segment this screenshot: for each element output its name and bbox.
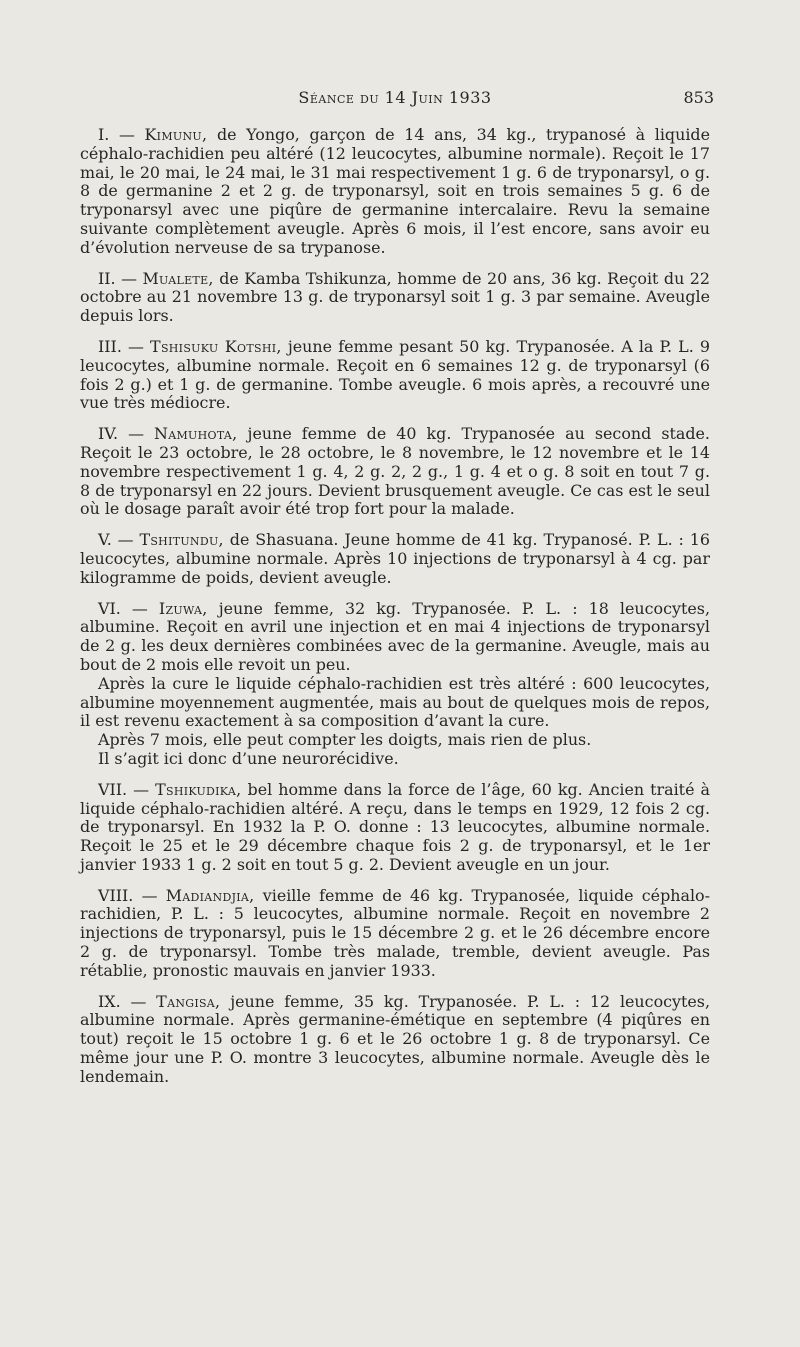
case-dash: — bbox=[120, 598, 159, 618]
case-paragraph bbox=[80, 600, 710, 675]
case-number: II. bbox=[98, 268, 116, 288]
case-3 bbox=[80, 338, 710, 413]
case-dash: — bbox=[121, 336, 151, 356]
case-text: jeune femme de 40 kg. Trypanosée au second stade. Reçoit le 23 octobre, le 28 octobre, le 8 novembre, le 12 novembre et le 14 novembre respectivement 1 g. 4, 2 g. 2, 2 g., 1 g. 4 et o g. 8 soit en tout 7 g. 8 de tryponarsyl en 22 jours. Devient brusquement aveugle. Ce cas est le seul où le dosage paraît avoir été trop fort pour la malade. bbox=[80, 424, 710, 519]
case-dash: — bbox=[115, 268, 143, 288]
case-dash: — bbox=[109, 125, 145, 144]
patient-name: Izuwa, bbox=[158, 598, 208, 618]
case-number: VII. bbox=[98, 779, 128, 799]
page-number: 853 bbox=[683, 88, 714, 107]
patient-name: Kimunu, bbox=[144, 125, 208, 144]
patient-name: Tangisa, bbox=[156, 991, 221, 1011]
case-dash: — bbox=[118, 424, 155, 444]
case-text: de Kamba Tshikunza, homme de 20 ans, 36 kg. Reçoit du 22 octobre au 21 novembre 13 g. de tryponarsyl soit 1 g. 3 par semaine. Aveugle depuis lors. bbox=[80, 268, 711, 326]
document-page bbox=[80, 82, 714, 1099]
patient-name: Tshikudika, bbox=[155, 779, 242, 799]
case-number: IV. bbox=[98, 424, 119, 444]
case-number: VIII. bbox=[98, 885, 134, 905]
case-paragraph bbox=[80, 425, 710, 519]
case-number: VI. bbox=[98, 598, 121, 618]
running-header bbox=[80, 82, 714, 116]
case-8 bbox=[80, 887, 710, 981]
case-text: jeune femme, 32 kg. Trypanosée. P. L. : 18 leucocytes, albumine. Reçoit en avril une injection et en mai 4 injections de tryponarsyl de 2 g. les deux dernières combinées avec de la germanine. Aveugle, mais au bout de 2 mois elle revoit un peu. bbox=[80, 598, 710, 674]
case-paragraph bbox=[80, 887, 710, 981]
patient-name: Tshitundu, bbox=[139, 530, 224, 550]
case-dash: — bbox=[127, 779, 156, 799]
case-followup-paragraph: Après 7 mois, elle peut compter les doigts, mais rien de plus. bbox=[98, 730, 592, 750]
case-text: vieille femme de 46 kg. Trypanosée, liquide céphalo-rachidien, P. L. : 5 leucocytes, albumine normale. Reçoit en novembre 2 injections de tryponarsyl, puis le 15 décembre 2 g. et le 26 décembre encore 2 g. de tryponarsyl. Tombe très malade, tremble, devient aveugle. Pas rétablie, pronostic mauvais en janvier 1933. bbox=[80, 885, 710, 980]
case-1 bbox=[80, 126, 710, 258]
case-4 bbox=[80, 425, 710, 519]
case-dash: — bbox=[111, 530, 140, 550]
case-text: de Shasuana. Jeune homme de 41 kg. Trypanosé. P. L. : 16 leucocytes, albumine normale. Après 10 injections de tryponarsyl à 4 cg. par kilogramme de poids, devient aveugle. bbox=[80, 530, 710, 587]
case-number: III. bbox=[98, 336, 122, 356]
patient-name: Tshisuku Kotshi, bbox=[150, 336, 282, 356]
case-paragraph bbox=[80, 338, 710, 413]
case-number: IX. bbox=[98, 991, 121, 1011]
case-paragraph bbox=[80, 126, 710, 258]
case-paragraph bbox=[80, 993, 710, 1087]
case-followup-paragraph: Après la cure le liquide céphalo-rachidien est très altéré : 600 leucocytes, albumine moyennement augmentée, mais au bout de quelques mois de repos, il est revenu exactement à sa composition d’avant la cure. bbox=[80, 673, 710, 731]
case-dash: — bbox=[133, 885, 166, 905]
case-2 bbox=[80, 270, 710, 326]
patient-name: Mualete, bbox=[142, 268, 214, 288]
header-title: Séance du 14 Juin 1933 bbox=[298, 88, 492, 107]
case-9 bbox=[80, 993, 710, 1087]
case-text: jeune femme, 35 kg. Trypanosée. P. L. : 12 leucocytes, albumine normale. Après germanine-émétique en septembre (4 piqûres en tout) reçoit le 15 octobre 1 g. 6 et le 26 octobre 1 g. 8 de tryponarsyl. Ce même jour une P. O. montre 3 leucocytes, albumine normale. Aveugle dès le lendemain. bbox=[80, 991, 711, 1086]
case-7 bbox=[80, 781, 710, 875]
patient-name: Namuhota, bbox=[154, 424, 238, 444]
case-number: V. bbox=[98, 530, 112, 550]
case-dash: — bbox=[120, 991, 157, 1011]
case-conclusion-paragraph: Il s’agit ici donc d’une neurorécidive. bbox=[98, 748, 399, 768]
case-paragraph bbox=[80, 781, 710, 875]
case-5 bbox=[80, 531, 710, 587]
case-6 bbox=[80, 600, 710, 769]
case-text: jeune femme pesant 50 kg. Trypanosée. A la P. L. 9 leucocytes, albumine normale. Reçoit en 6 semaines 12 g. de tryponarsyl (6 fois 2 g.) et 1 g. de germanine. Tombe aveugle. 6 mois après, a recouvré une vue très médiocre. bbox=[80, 336, 711, 413]
case-text: de Yongo, garçon de 14 ans, 34 kg., trypanosé à liquide céphalo-rachidien peu altéré (12 leucocytes, albumine normale). Reçoit le 17 mai, le 20 mai, le 24 mai, le 31 mai respectivement 1 g. 6 de tryponarsyl, o g. 8 de germanine 2 et 2 g. de tryponarsyl, soit en trois semaines 5 g. 6 de tryponarsyl avec une piqûre de germanine intercalaire. Revu la semaine suivante complètement aveugle. Après 6 mois, il l’est encore, sans avoir eu d’évolution nerveuse de sa trypanose. bbox=[80, 125, 710, 257]
case-text: bel homme dans la force de l’âge, 60 kg. Ancien traité à liquide céphalo-rachidien altéré. A reçu, dans le temps en 1929, 12 fois 2 cg. de tryponarsyl. En 1932 la P. O. donne : 13 leucocytes, albumine normale. Reçoit le 25 et le 29 décembre chaque fois 2 g. de tryponarsyl, et le 1er janvier 1933 1 g. 2 soit en tout 5 g. 2. Devient aveugle en un jour. bbox=[80, 779, 710, 874]
case-number: I. bbox=[98, 125, 110, 144]
case-paragraph bbox=[80, 531, 710, 587]
case-paragraph bbox=[80, 270, 710, 326]
patient-name: Madiandjia, bbox=[165, 885, 255, 905]
